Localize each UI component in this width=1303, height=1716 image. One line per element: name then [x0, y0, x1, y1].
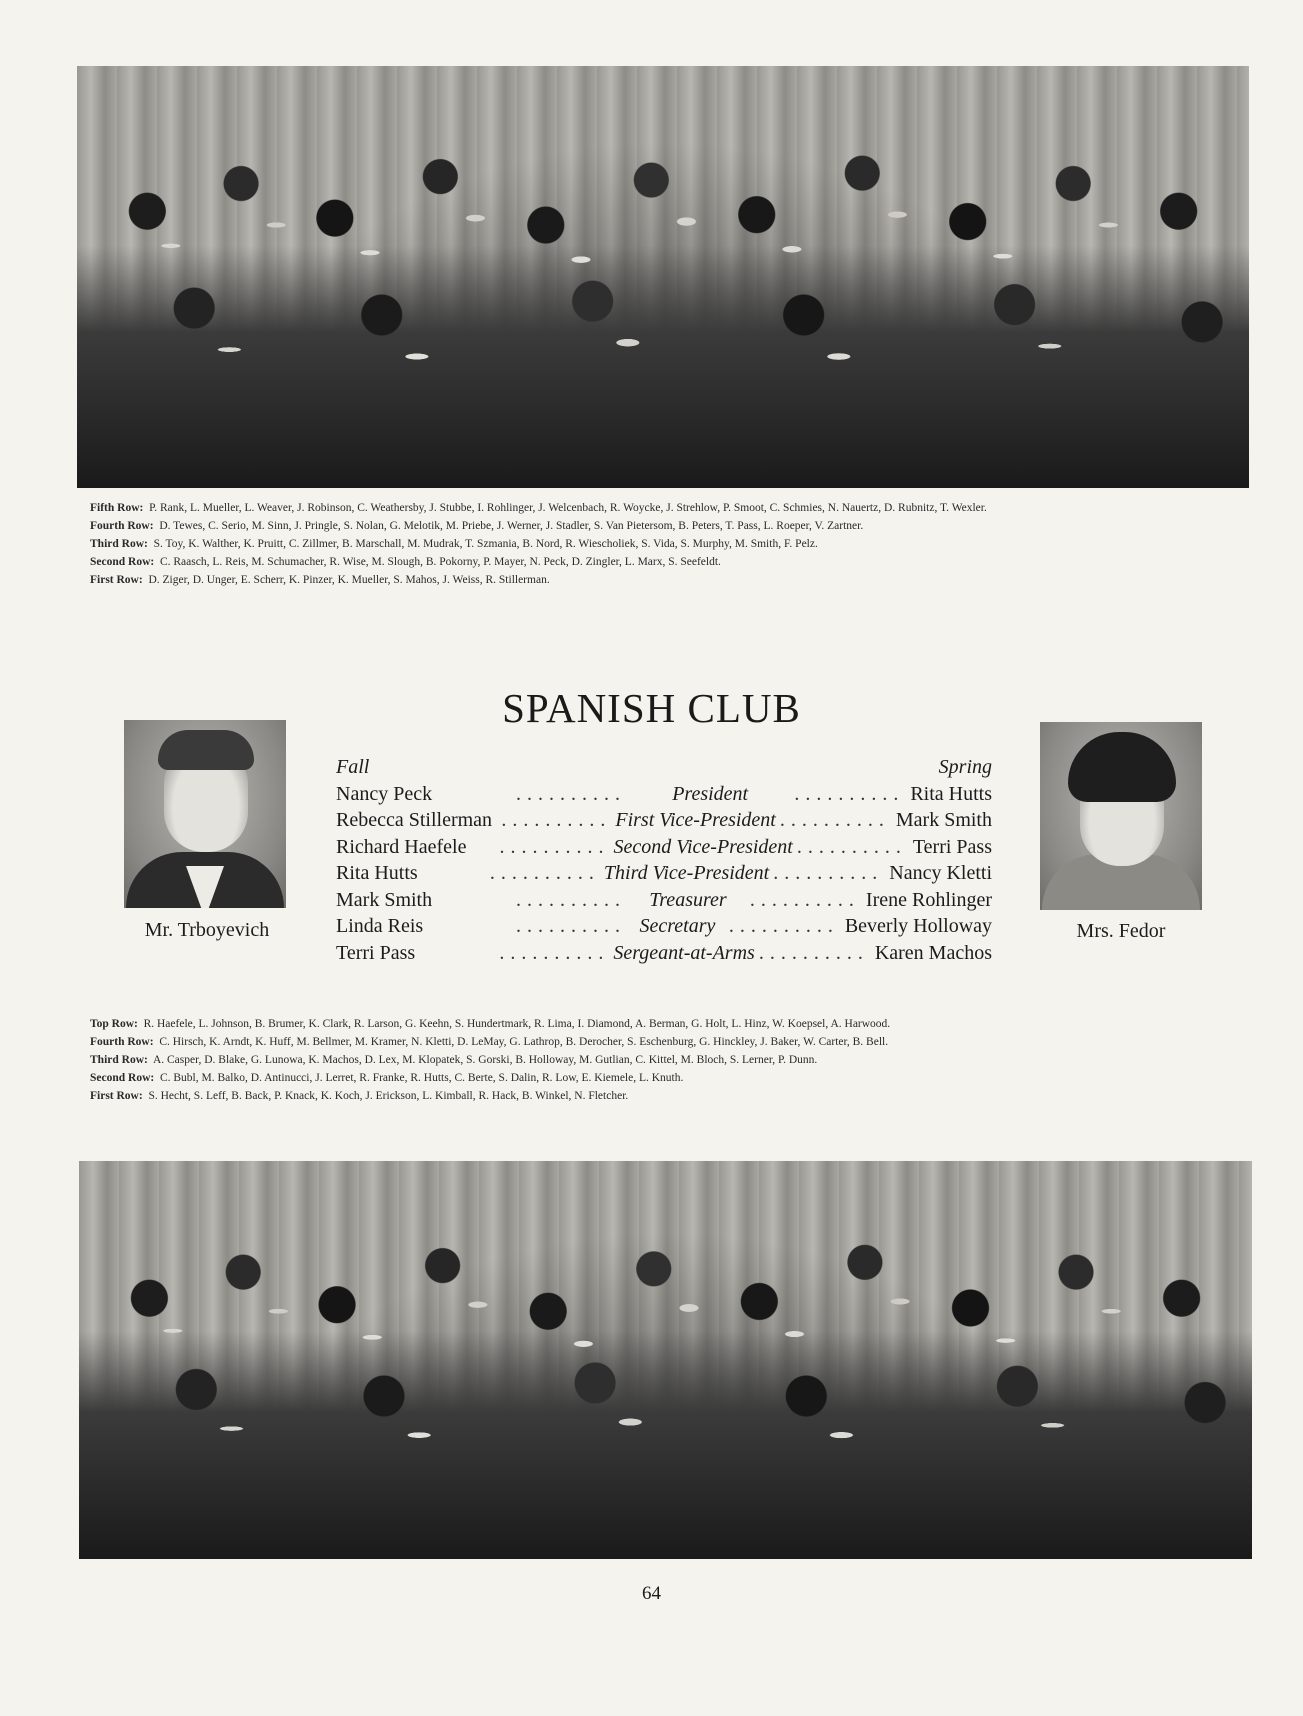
officer-row: Terri Pass .......... Sergeant-at-Arms .......... Karen Machos — [336, 941, 992, 964]
officer-row: Linda Reis .......... Secretary .......... Beverly Holloway — [336, 915, 993, 937]
fall-header: Fall — [336, 756, 370, 778]
caption-row: Fifth Row: P. Rank, L. Mueller, L. Weaver, J. Robinson, C. Weathersby, J. Stubbe, I. Rohlinger, J. Welcenbach, R. Woycke, J. Strehlow, P. Smoot, C. Schmies, N. Nauertz, D. Rubnitz, T. Wexler. — [90, 502, 987, 514]
advisor-left-portrait — [124, 720, 286, 908]
caption-row: First Row: D. Ziger, D. Unger, E. Scherr, K. Pinzer, K. Mueller, S. Mahos, J. Weiss, R. Stillerman. — [90, 574, 550, 586]
advisor-right-portrait — [1040, 722, 1202, 910]
bottom-group-photo — [79, 1161, 1252, 1559]
page-number: 64 — [642, 1583, 661, 1604]
caption-row: Fourth Row: C. Hirsch, K. Arndt, K. Huff, M. Bellmer, M. Kramer, N. Kletti, D. LeMay, G. Lathrop, B. Derocher, S. Eschenburg, G. Hinckley, J. Baker, W. Carter, B. Bell. — [90, 1036, 889, 1048]
officer-row: Rita Hutts .......... Third Vice-President .......... Nancy Kletti — [336, 862, 992, 884]
officer-row: Richard Haefele .......... Second Vice-President .......... Terri Pass — [336, 835, 992, 858]
club-title: SPANISH CLUB — [502, 685, 801, 731]
officers-header — [336, 754, 992, 781]
spring-header: Spring — [938, 756, 992, 778]
advisor-left-name: Mr. Trboyevich — [144, 919, 270, 941]
officers-table — [336, 754, 992, 966]
advisor-right-name: Mrs. Fedor — [1076, 920, 1166, 942]
officer-row: Nancy Peck .......... President .......... Rita Hutts — [336, 782, 992, 805]
top-photo-caption — [90, 502, 1240, 592]
caption-row: First Row: S. Hecht, S. Leff, B. Back, P. Knack, K. Koch, J. Erickson, L. Kimball, R. Hack, B. Winkel, N. Fletcher. — [90, 1090, 629, 1102]
caption-row: Second Row: C. Raasch, L. Reis, M. Schumacher, R. Wise, M. Slough, B. Pokorny, P. Mayer, N. Peck, D. Zingler, L. Marx, S. Seefeldt. — [90, 556, 721, 568]
top-group-photo — [77, 66, 1249, 488]
caption-row: Third Row: A. Casper, D. Blake, G. Lunowa, K. Machos, D. Lex, M. Klopatek, S. Gorski, B. Holloway, M. Gutlian, C. Kittel, M. Bloch, S. Lerner, P. Dunn. — [90, 1054, 818, 1066]
bottom-photo-caption — [90, 1018, 1240, 1108]
officer-row: Rebecca Stillerman .......... First Vice-President .......... Mark Smith — [336, 809, 992, 831]
caption-row: Fourth Row: D. Tewes, C. Serio, M. Sinn, J. Pringle, S. Nolan, G. Melotik, M. Priebe, J. Werner, J. Stadler, S. Van Pietersom, B. Peters, T. Pass, L. Roeper, V. Zartner. — [90, 520, 864, 532]
caption-row: Top Row: R. Haefele, L. Johnson, B. Brumer, K. Clark, R. Larson, G. Keehn, S. Hundertmark, R. Lima, I. Diamond, A. Berman, G. Holt, L. Hinz, W. Koepsel, A. Harwood. — [90, 1018, 891, 1030]
officer-row: Mark Smith .......... Treasurer .......... Irene Rohlinger — [336, 888, 992, 911]
caption-row: Second Row: C. Bubl, M. Balko, D. Antinucci, J. Lerret, R. Franke, R. Hutts, C. Berte, S. Dalin, R. Low, E. Kiemele, L. Knuth. — [90, 1072, 684, 1084]
caption-row: Third Row: S. Toy, K. Walther, K. Pruitt, C. Zillmer, B. Marschall, M. Mudrak, T. Szmania, B. Nord, R. Wiescholiek, S. Vida, S. Murphy, M. Smith, F. Pelz. — [90, 538, 818, 550]
